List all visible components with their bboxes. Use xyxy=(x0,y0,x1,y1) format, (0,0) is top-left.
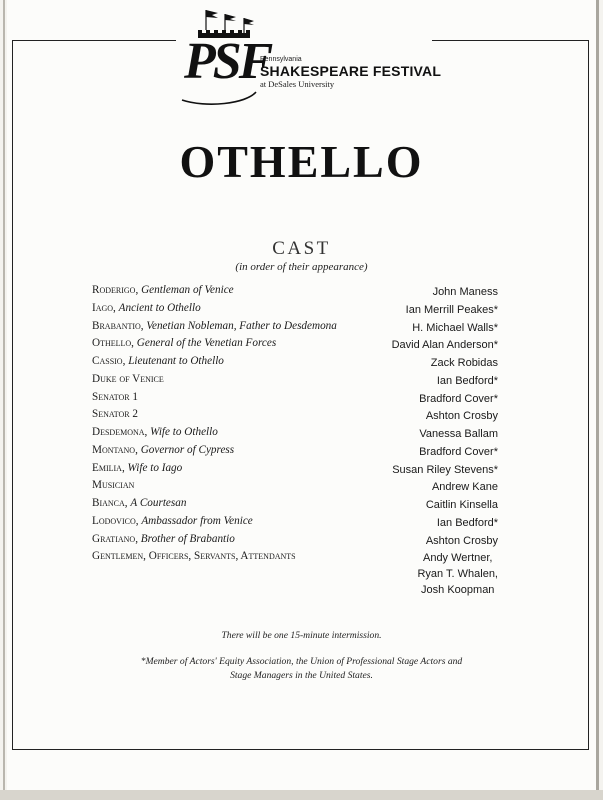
cast-row xyxy=(92,391,498,409)
cast-row xyxy=(92,533,498,551)
cast-row xyxy=(92,515,498,533)
role-name: Bianca, A Courtesan xyxy=(92,497,187,509)
cast-row xyxy=(92,373,498,391)
actor-name: Andy Wertner, xyxy=(422,552,493,565)
role-name: Duke of Venice xyxy=(92,372,164,385)
page-border-top-left xyxy=(12,40,177,41)
role-name: Gratiano, Brother of Brabantio xyxy=(92,532,235,545)
cast-row xyxy=(92,337,498,355)
cast-heading: CAST xyxy=(272,238,331,259)
role-name: Roderigo, Gentleman of Venice xyxy=(92,284,234,296)
cast-list xyxy=(92,284,498,598)
logo-festival-name: SHAKESPEARE FESTIVAL xyxy=(260,63,442,79)
actor-name: David Alan Anderson* xyxy=(391,339,498,352)
role-name: Brabantio, Venetian Nobleman, Father to Desdemona xyxy=(92,319,337,332)
cast-row xyxy=(92,355,498,373)
equity-footnote-line: *Member of Actors' Equity Association, the Union of Professional Stage Actors and xyxy=(140,656,463,667)
role-name: Emilia, Wife to Iago xyxy=(92,461,183,474)
cast-row xyxy=(92,426,498,444)
cast-subheading: (in order of their appearance) xyxy=(235,261,368,273)
role-name: Desdemona, Wife to Othello xyxy=(92,426,218,438)
actor-name: Josh Koopman xyxy=(421,584,495,597)
actor-name: Bradford Cover* xyxy=(419,392,498,405)
actor-name: Ashton Crosby xyxy=(425,534,498,547)
role-name: Montano, Governor of Cypress xyxy=(92,443,235,456)
festival-logo xyxy=(176,8,442,113)
cast-row xyxy=(92,444,498,462)
role-name: Lodovico, Ambassador from Venice xyxy=(92,514,253,527)
scan-bottom-band xyxy=(0,790,603,800)
cast-row xyxy=(92,497,498,515)
actor-name: Vanessa Ballam xyxy=(419,428,498,440)
actor-name: John Maness xyxy=(432,286,498,298)
logo-university: at DeSales University xyxy=(260,79,335,89)
actor-name: Ian Bedford* xyxy=(436,374,498,387)
actor-name: Andrew Kane xyxy=(431,481,498,494)
play-title: OTHELLO xyxy=(179,136,424,187)
actor-name: H. Michael Walls* xyxy=(412,321,498,334)
cast-row xyxy=(92,302,498,320)
equity-footnote-line: Stage Managers in the United States. xyxy=(230,670,373,681)
role-name: Iago, Ancient to Othello xyxy=(92,301,201,314)
cast-row xyxy=(92,320,498,338)
actor-name: Ian Merrill Peakes* xyxy=(405,303,498,316)
role-name: Senator 1 xyxy=(92,390,139,403)
actor-name: Ian Bedford* xyxy=(436,516,498,529)
role-name: Senator 2 xyxy=(92,408,139,421)
role-name: Musician xyxy=(92,479,135,492)
actor-name: Ashton Crosby xyxy=(425,410,498,423)
cast-row xyxy=(92,408,498,426)
cast-row xyxy=(92,462,498,480)
cast-row xyxy=(92,479,498,497)
logo-letters: PSF xyxy=(184,33,271,90)
actor-name: Bradford Cover* xyxy=(419,445,498,458)
cast-row xyxy=(92,284,498,302)
role-name: Gentlemen, Officers, Servants, Attendants xyxy=(92,550,296,563)
logo-state: Pennsylvania xyxy=(260,56,302,63)
actor-name: Caitlin Kinsella xyxy=(425,499,498,511)
role-name: Cassio, Lieutenant to Othello xyxy=(92,355,224,367)
actor-name: Ryan T. Whalen, xyxy=(417,568,498,581)
equity-footnote xyxy=(0,655,603,683)
page-border-top-right xyxy=(432,40,589,41)
intermission-note: There will be one 15-minute intermission. xyxy=(221,630,382,641)
actor-name: Zack Robidas xyxy=(430,357,498,369)
role-name: Othello, General of the Venetian Forces xyxy=(92,337,277,350)
cast-row-ensemble xyxy=(92,550,498,598)
actor-name: Susan Riley Stevens* xyxy=(392,463,498,476)
actor-names xyxy=(417,550,498,598)
